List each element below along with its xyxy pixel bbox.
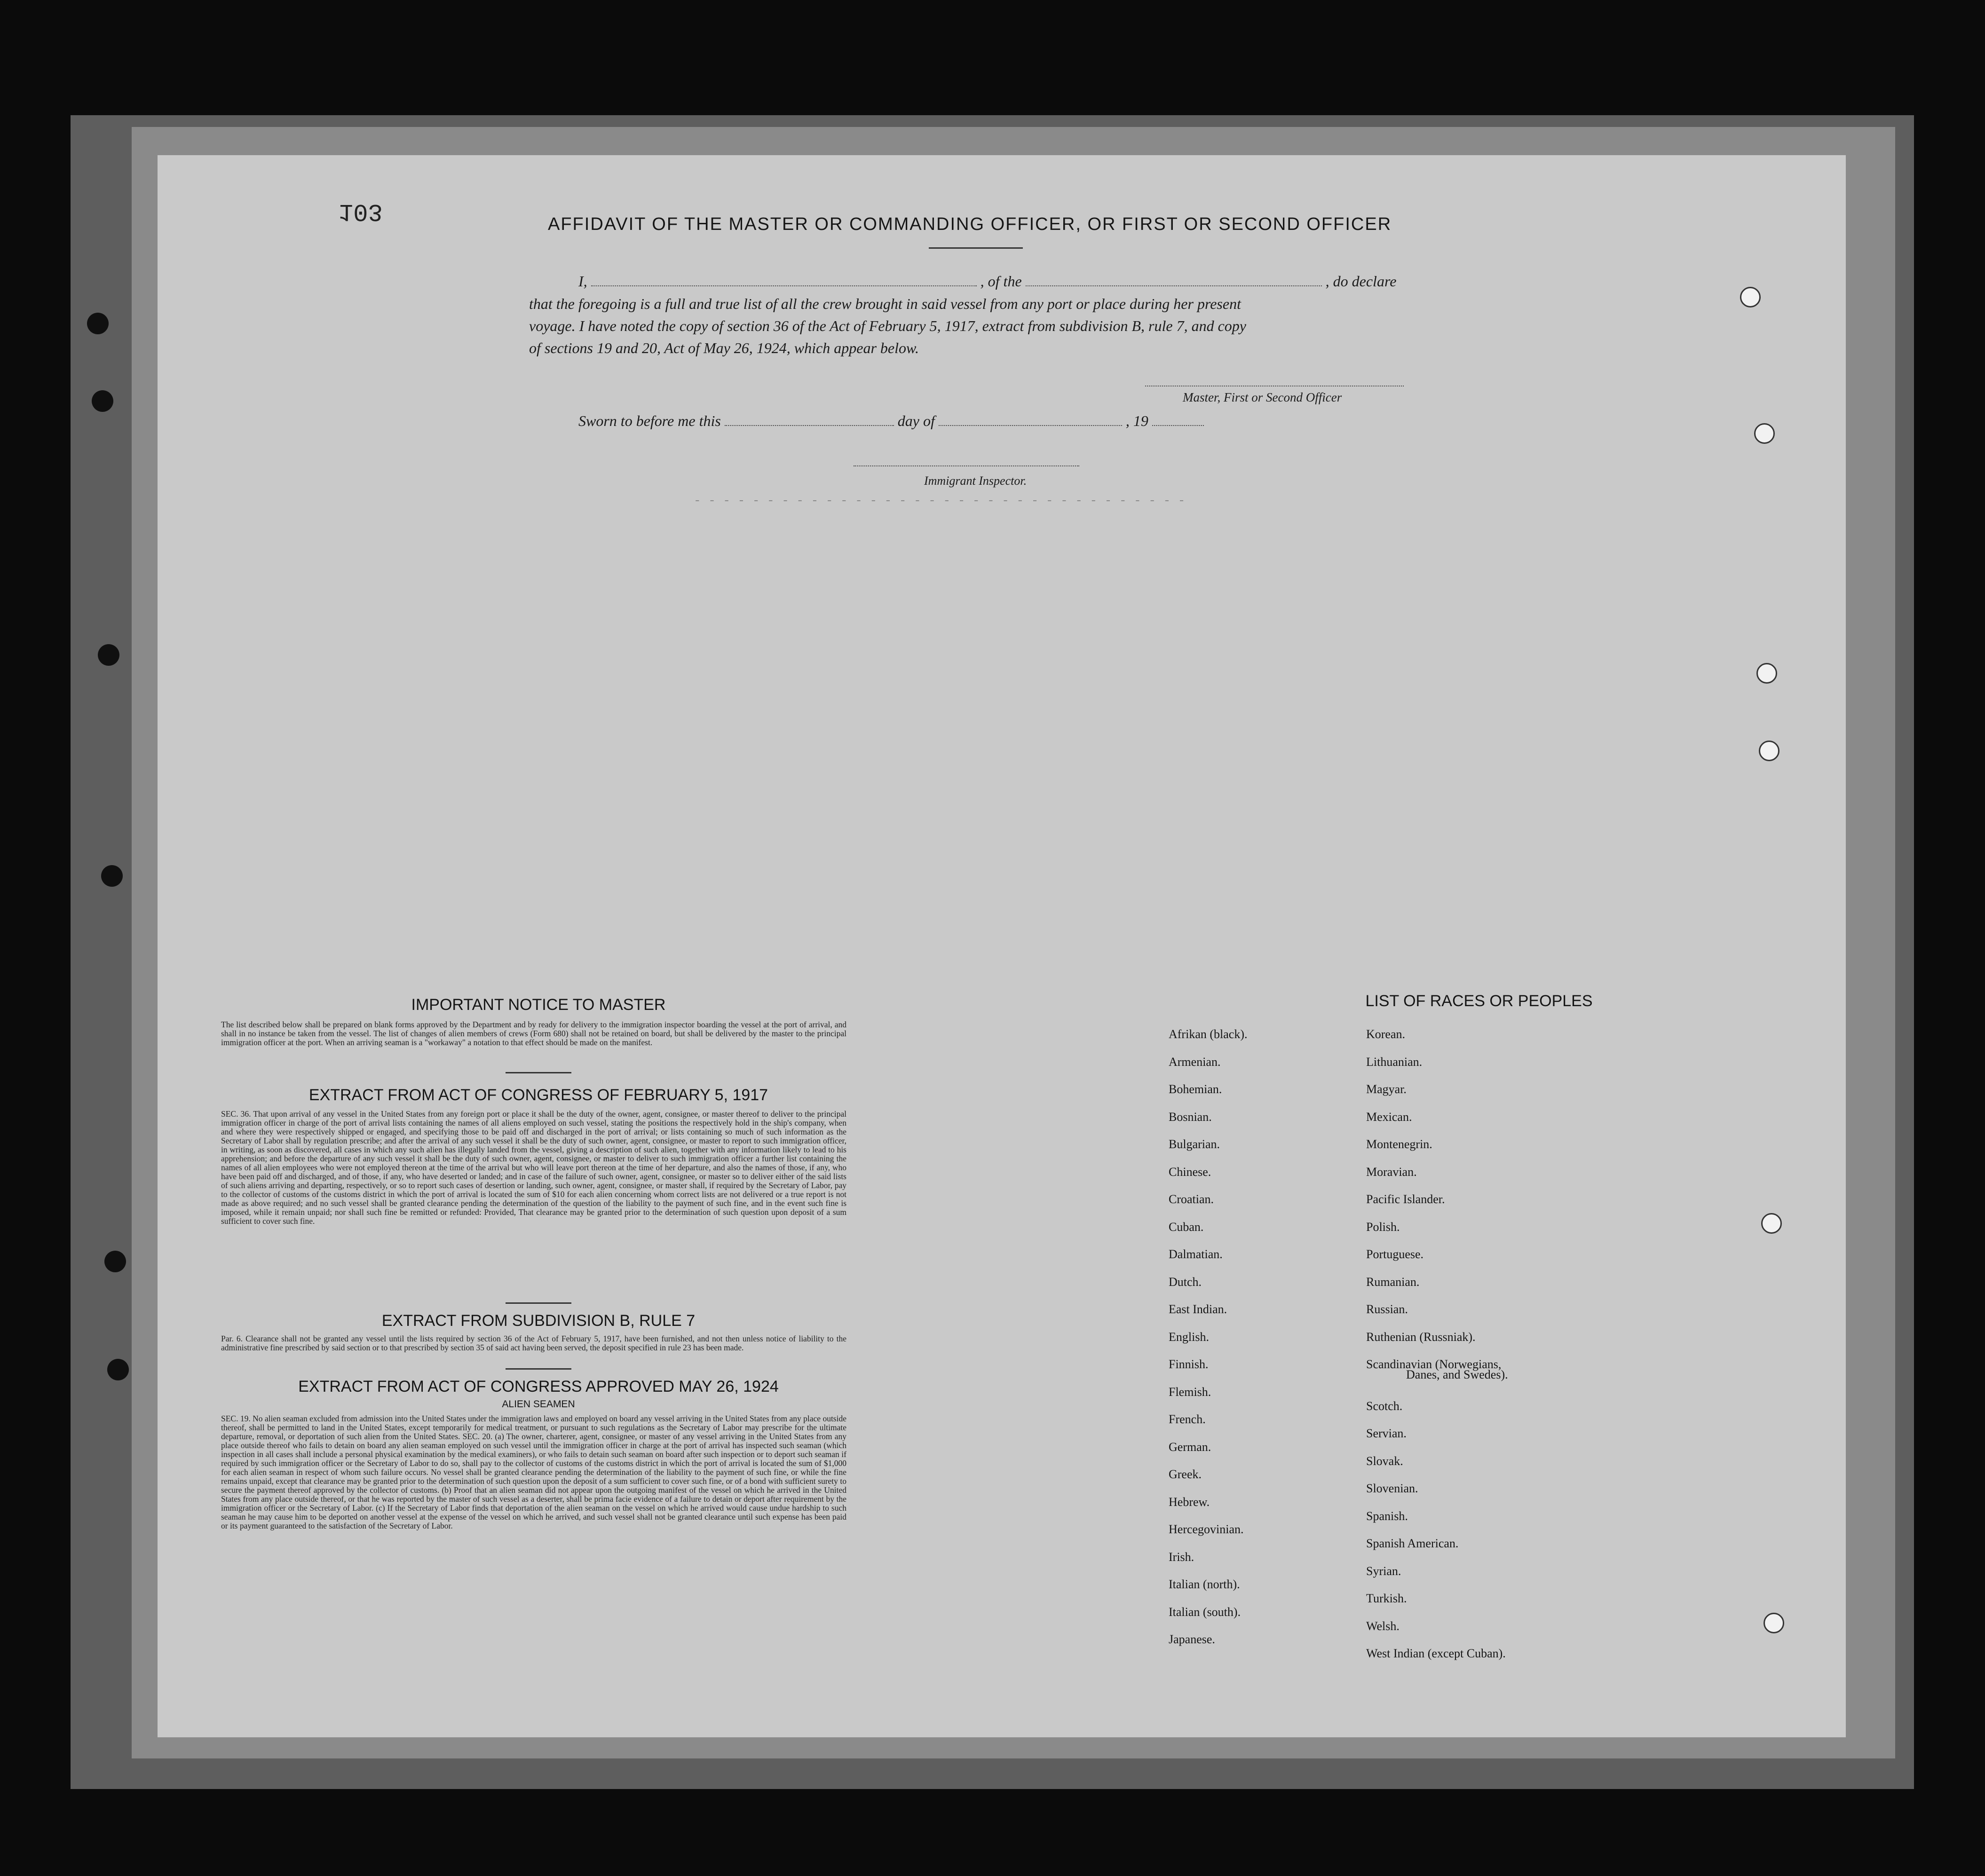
race-entry: Italian (south). — [1169, 1605, 1241, 1619]
binder-hole — [104, 1251, 126, 1272]
race-entry: Pacific Islander. — [1366, 1192, 1445, 1206]
race-entry: Cuban. — [1169, 1220, 1204, 1234]
binder-hole — [107, 1359, 129, 1380]
punch-hole — [1759, 741, 1779, 761]
races-heading: LIST OF RACES OR PEOPLES — [1365, 992, 1593, 1010]
vessel-field[interactable] — [1026, 285, 1322, 286]
inspector-signature-line[interactable] — [854, 465, 1079, 466]
race-entry: Ruthenian (Russniak). — [1366, 1330, 1476, 1344]
race-entry: Turkish. — [1366, 1592, 1407, 1605]
punch-hole — [1754, 423, 1775, 444]
punch-hole — [1740, 287, 1761, 307]
race-entry: Dalmatian. — [1169, 1247, 1223, 1261]
race-entry: Montenegrin. — [1366, 1137, 1432, 1151]
page-number: 103 — [339, 197, 383, 225]
race-entry: Italian (north). — [1169, 1577, 1240, 1591]
race-entry: English. — [1169, 1330, 1209, 1344]
affidavit-line1 — [578, 273, 1396, 290]
alien-seamen-subheading: ALIEN SEAMEN — [502, 1399, 575, 1410]
race-entry: Polish. — [1366, 1220, 1400, 1234]
race-entry: Croatian. — [1169, 1192, 1214, 1206]
race-entry: Bosnian. — [1169, 1110, 1212, 1124]
race-entry: French. — [1169, 1412, 1206, 1426]
race-entry: Servian. — [1366, 1427, 1407, 1440]
race-entry: Armenian. — [1169, 1055, 1221, 1069]
affidavit-line3: voyage. I have noted the copy of section 36 of the Act of February 5, 1917, extract from subdivision B, rule 7, and copy — [529, 317, 1246, 334]
race-entry: Spanish American. — [1366, 1537, 1459, 1550]
extract-1924-heading: EXTRACT FROM ACT OF CONGRESS APPROVED MAY 26, 1924 — [298, 1378, 779, 1395]
race-entry: Finnish. — [1169, 1357, 1209, 1371]
race-entry: Spanish. — [1366, 1509, 1408, 1523]
heading-divider — [929, 247, 1023, 249]
affidavit-line2: that the foregoing is a full and true list of all the crew brought in said vessel from any port or place during her present — [529, 295, 1241, 312]
race-entry: Moravian. — [1366, 1165, 1417, 1179]
race-entry: Welsh. — [1366, 1619, 1400, 1633]
race-entry: Syrian. — [1366, 1564, 1401, 1578]
race-entry: East Indian. — [1169, 1302, 1227, 1316]
affidavit-line4: of sections 19 and 20, Act of May 26, 1924, which appear below. — [529, 339, 919, 356]
section-divider — [506, 1072, 571, 1073]
extract-1917-text: SEC. 36. That upon arrival of any vessel in the United States from any foreign port or place it shall be the duty of the owner, agent, consignee, or master thereof to deliver to the principal immigration officer in charge of the port of arrival lists containing the names of all aliens employed on such vessel, stating the positions the respectively hold in the ship's company, when and where they were respectively shipped or engaged, and specifying those to be paid off and discharged in the port of arrival; or lists containing so much of such information as the Secretary of Labor shall by regulation prescribe; and after the arrival of any such vessel it shall be the duty of such owner, agent, consignee, or master to report to such immigration officer, in writing, as soon as discovered, all cases in which any such alien has illegally landed from the vessel, giving a description of such alien, together with any information likely to lead to his apprehension; and before the departure of any such vessel it shall be the duty of such owner, agent, consignee, or master to deliver to such immigration officer a further list containing the names of all alien employees who were not employed thereon at the time of the arrival but who will leave port thereon at the time of her departure, and also the names of those, if any, who have been paid off and discharged, and of those, if any, who have deserted or landed; and in case of the failure of such owner, agent, consignee, or master so to deliver either of the said lists of such aliens arriving and departing, respectively, or so to report such cases of desertion or landing, such owner, agent, consignee, or master shall, if required by the Secretary of Labor, pay to the collector of customs of the customs district in which the port of arrival is located the sum of $10 for each alien concerning whom correct lists are not delivered or a true report is not made as above required; and no such vessel shall be granted clearance pending the determination of the question of the liability to the payment of such fine, and in the event such fine is imposed, while it remain unpaid; nor shall such fine be remitted or refunded: Provided, That clearance may be granted prior to the determination of such question upon deposit of a sum sufficient to cover such fine. — [221, 1109, 846, 1226]
race-entry: Irish. — [1169, 1550, 1194, 1564]
sworn-label: Sworn to before me this — [578, 412, 721, 429]
affidavit-heading: AFFIDAVIT OF THE MASTER OR COMMANDING OFFICER, OR FIRST OR SECOND OFFICER — [548, 214, 1392, 234]
race-entry: Chinese. — [1169, 1165, 1211, 1179]
race-entry: Rumanian. — [1366, 1275, 1420, 1289]
sworn-line — [578, 412, 1204, 430]
bleed-through-text: - - - - - - - - - - - - - - - - - - - - - - - - - - - - - - - - - - — [694, 494, 1186, 508]
race-entry: Flemish. — [1169, 1385, 1211, 1399]
race-entry-continuation: Danes, and Swedes). — [1406, 1368, 1508, 1381]
race-entry: Lithuanian. — [1366, 1055, 1423, 1069]
race-entry: Afrikan (black). — [1169, 1027, 1248, 1041]
section-divider — [506, 1368, 571, 1370]
name-field[interactable] — [591, 285, 977, 286]
section-divider — [506, 1302, 571, 1304]
race-entry: Portuguese. — [1366, 1247, 1424, 1261]
race-entry: Bohemian. — [1169, 1082, 1222, 1096]
sworn-month-field[interactable] — [939, 425, 1122, 426]
notice-heading: IMPORTANT NOTICE TO MASTER — [411, 996, 666, 1014]
i-label: I, — [578, 273, 587, 290]
document-page — [158, 155, 1846, 1737]
extract-rule7-text: Par. 6. Clearance shall not be granted any vessel until the lists required by section 36 of the Act of February 5, 1917, have been furnished, and not then unless notice of liability to the administrative fine prescribed by said section or to that prescribed by section 35 of said act having been served, the deposit specified in rule 23 has been made. — [221, 1334, 846, 1352]
race-entry: Greek. — [1169, 1467, 1202, 1481]
race-entry: Korean. — [1366, 1027, 1406, 1041]
race-entry: Mexican. — [1366, 1110, 1412, 1124]
day-of-label: day of — [897, 412, 935, 429]
race-entry: Magyar. — [1366, 1082, 1407, 1096]
race-entry: Scandinavian (Norwegians, — [1366, 1357, 1502, 1371]
year-label: , 19 — [1125, 412, 1148, 429]
race-entry: Hebrew. — [1169, 1495, 1210, 1509]
sworn-year-field[interactable] — [1152, 425, 1204, 426]
sworn-day-field[interactable] — [725, 425, 894, 426]
race-entry: Japanese. — [1169, 1632, 1215, 1646]
punch-hole — [1756, 663, 1777, 684]
race-entry: German. — [1169, 1440, 1211, 1454]
binder-hole — [101, 865, 123, 887]
race-entry: Scotch. — [1366, 1399, 1403, 1413]
punch-hole — [1761, 1213, 1782, 1234]
race-entry: Hercegovinian. — [1169, 1522, 1244, 1536]
extract-1924-text: SEC. 19. No alien seaman excluded from admission into the United States under the immigration laws and employed on board any vessel arriving in the United States from any place outside thereof, shall be permitted to land in the United States, except temporarily for medical treatment, or pursuant to such regulations as the Secretary of Labor may prescribe for the ultimate departure, removal, or deportation of such alien from the United States. SEC. 20. (a) The owner, charterer, agent, consignee, or master of any vessel arriving in the United States from any place outside thereof who fails to detain on board any alien seaman employed on such vessel until the immigration officer in charge at the port of arrival has inspected such seaman (which inspection in all cases shall include a personal physical examination by the medical examiners), or who fails to detain such seaman on board after such inspection or to deport such seaman if required by such immigration officer or the Secretary of Labor to do so, shall pay to the collector of customs of the customs district in which the port of arrival is located the sum of $1,000 for each alien seaman in respect of whom such failure occurs. No vessel shall be granted clearance pending the determination of the liability to the payment of such fine, or while the fine remains unpaid, except that clearance may be granted prior to the determination of such question upon the deposit of a sum sufficient to cover such fine, or of a bond with sufficient surety to secure the payment thereof approved by the collector of customs. (b) Proof that an alien seaman did not appear upon the outgoing manifest of the vessel on which he arrived in the United States from any place outside thereof, or that he was reported by the master of such vessel as a deserter, shall be prima facie evidence of a failure to detain or deport after requirement by the immigration officer or the Secretary of Labor. (c) If the Secretary of Labor finds that deportation of the alien seaman on the vessel on which he arrived would cause undue hardship to such seaman he may cause him to be deported on another vessel at the expense of the vessel on which he arrived, and such vessel shall not be granted clearance until such expense has been paid or its payment guaranteed to the satisfaction of the Secretary of Labor. — [221, 1414, 846, 1530]
extract-1917-heading: EXTRACT FROM ACT OF CONGRESS OF FEBRUARY 5, 1917 — [308, 1086, 768, 1104]
binder-hole — [87, 313, 109, 334]
binder-hole — [92, 390, 113, 412]
do-declare-label: , do declare — [1325, 273, 1397, 290]
extract-rule7-heading: EXTRACT FROM SUBDIVISION B, RULE 7 — [381, 1312, 696, 1330]
race-entry: Russian. — [1366, 1302, 1408, 1316]
of-the-label: , of the — [980, 273, 1022, 290]
race-entry: Bulgarian. — [1169, 1137, 1220, 1151]
race-entry: Slovenian. — [1366, 1482, 1418, 1495]
race-entry: Dutch. — [1169, 1275, 1202, 1289]
inspector-label: Immigrant Inspector. — [924, 474, 1027, 488]
master-label: Master, First or Second Officer — [1183, 390, 1342, 404]
punch-hole — [1764, 1613, 1784, 1633]
notice-text: The list described below shall be prepared on blank forms approved by the Department and by ready for delivery to the immigration inspector boarding the vessel at the port of arrival, and shall in no instance be taken from the vessel. The list of changes of alien members of crews (Form 680) shall not be retained on board, but shall be delivered by the master to the principal immigration officer at the port. When an arriving seaman is a "workaway" a notation to that effect should be made on the manifest. — [221, 1020, 846, 1047]
binder-hole — [98, 644, 119, 666]
race-entry: Slovak. — [1366, 1454, 1403, 1468]
race-entry: West Indian (except Cuban). — [1366, 1647, 1506, 1660]
